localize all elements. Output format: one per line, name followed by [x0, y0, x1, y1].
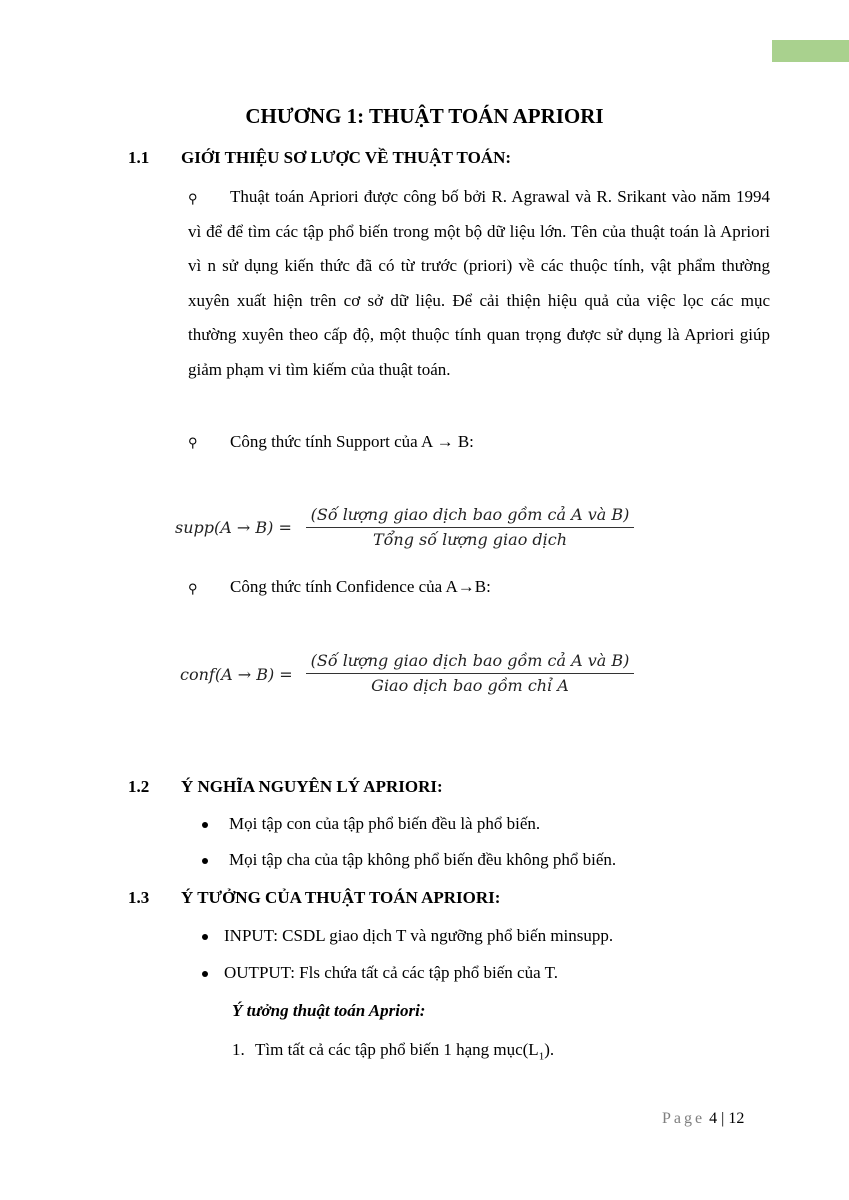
confidence-formula-lhs: conf(A → B) =	[180, 665, 293, 684]
circle-bullet-icon: ⚲	[188, 191, 198, 206]
confidence-numerator: (Số lượng giao dịch bao gồm cả A và B)	[310, 651, 630, 670]
header-accent-bar	[772, 40, 849, 62]
section-title: Ý TƯỞNG CỦA THUẬT TOÁN APRIORI:	[181, 888, 501, 907]
confidence-formula-label: Công thức tính Confidence của A→B:	[230, 577, 491, 596]
chapter-title: CHƯƠNG 1: THUẬT TOÁN APRIORI	[245, 104, 604, 128]
confidence-formula-fraction	[306, 651, 634, 695]
section-1-1-heading	[128, 148, 728, 172]
current-page: 4	[709, 1110, 718, 1127]
total-pages: 12	[728, 1110, 745, 1127]
support-formula-label: Công thức tính Support của A → B:	[230, 432, 474, 451]
list-item: INPUT: CSDL giao dịch T và ngưỡng phổ biến minsupp.	[224, 926, 614, 945]
step-subscript: 1	[538, 1050, 545, 1063]
support-formula-lhs: supp(A → B) =	[175, 518, 292, 537]
section-number: 1.3	[128, 888, 150, 907]
bullet-icon	[202, 822, 208, 828]
page-separator: |	[721, 1110, 725, 1127]
section-number: 1.1	[128, 148, 150, 167]
circle-bullet-icon: ⚲	[188, 581, 198, 596]
circle-bullet-icon: ⚲	[188, 435, 198, 450]
intro-paragraph: Thuật toán Apriori được công bố bởi R. Agrawal và R. Srikant vào năm 1994 vì để để tìm các tập phổ biến trong một bộ dữ liệu lớn. Tên của thuật toán là Apriori vì n sử dụng kiến thức đã có từ trước (priori) về các thuộc tính, vật phẩm thường xuyên xuất hiện trên cơ sở dữ liệu. Để cải thiện hiệu quả của việc lọc các mục thường xuyên theo cấp độ, một thuộc tính quan trọng được sử dụng là Apriori giúp giảm phạm vi tìm kiếm của thuật toán.	[188, 187, 770, 379]
support-numerator: (Số lượng giao dịch bao gồm cả A và B)	[310, 505, 630, 524]
bullet-icon	[202, 971, 208, 977]
section-1-3-heading	[128, 888, 728, 912]
bullet-icon	[202, 858, 208, 864]
step-text-end: ).	[544, 1040, 555, 1059]
support-denominator: Tổng số lượng giao dịch	[372, 530, 568, 549]
numbered-step	[232, 1040, 554, 1062]
idea-heading: Ý tưởng thuật toán Apriori:	[232, 1001, 426, 1020]
page-footer	[662, 1110, 744, 1128]
confidence-denominator: Giao dịch bao gồm chỉ A	[371, 676, 569, 695]
section-title: GIỚI THIỆU SƠ LƯỢC VỀ THUẬT TOÁN:	[181, 148, 512, 167]
step-number: 1.	[232, 1040, 245, 1059]
page-word: Page	[662, 1110, 706, 1127]
list-item: Mọi tập cha của tập không phổ biến đều không phổ biến.	[229, 850, 617, 869]
bullet-icon	[202, 934, 208, 940]
step-text: Tìm tất cả các tập phổ biến 1 hạng mục(L	[255, 1040, 539, 1059]
support-formula-fraction	[306, 505, 634, 549]
section-title: Ý NGHĨA NGUYÊN LÝ APRIORI:	[181, 777, 443, 796]
list-item: Mọi tập con của tập phổ biến đều là phổ biến.	[229, 814, 541, 833]
section-1-2-heading	[128, 777, 728, 801]
section-number: 1.2	[128, 777, 150, 796]
list-item: OUTPUT: Fls chứa tất cả các tập phổ biến của T.	[224, 963, 558, 982]
